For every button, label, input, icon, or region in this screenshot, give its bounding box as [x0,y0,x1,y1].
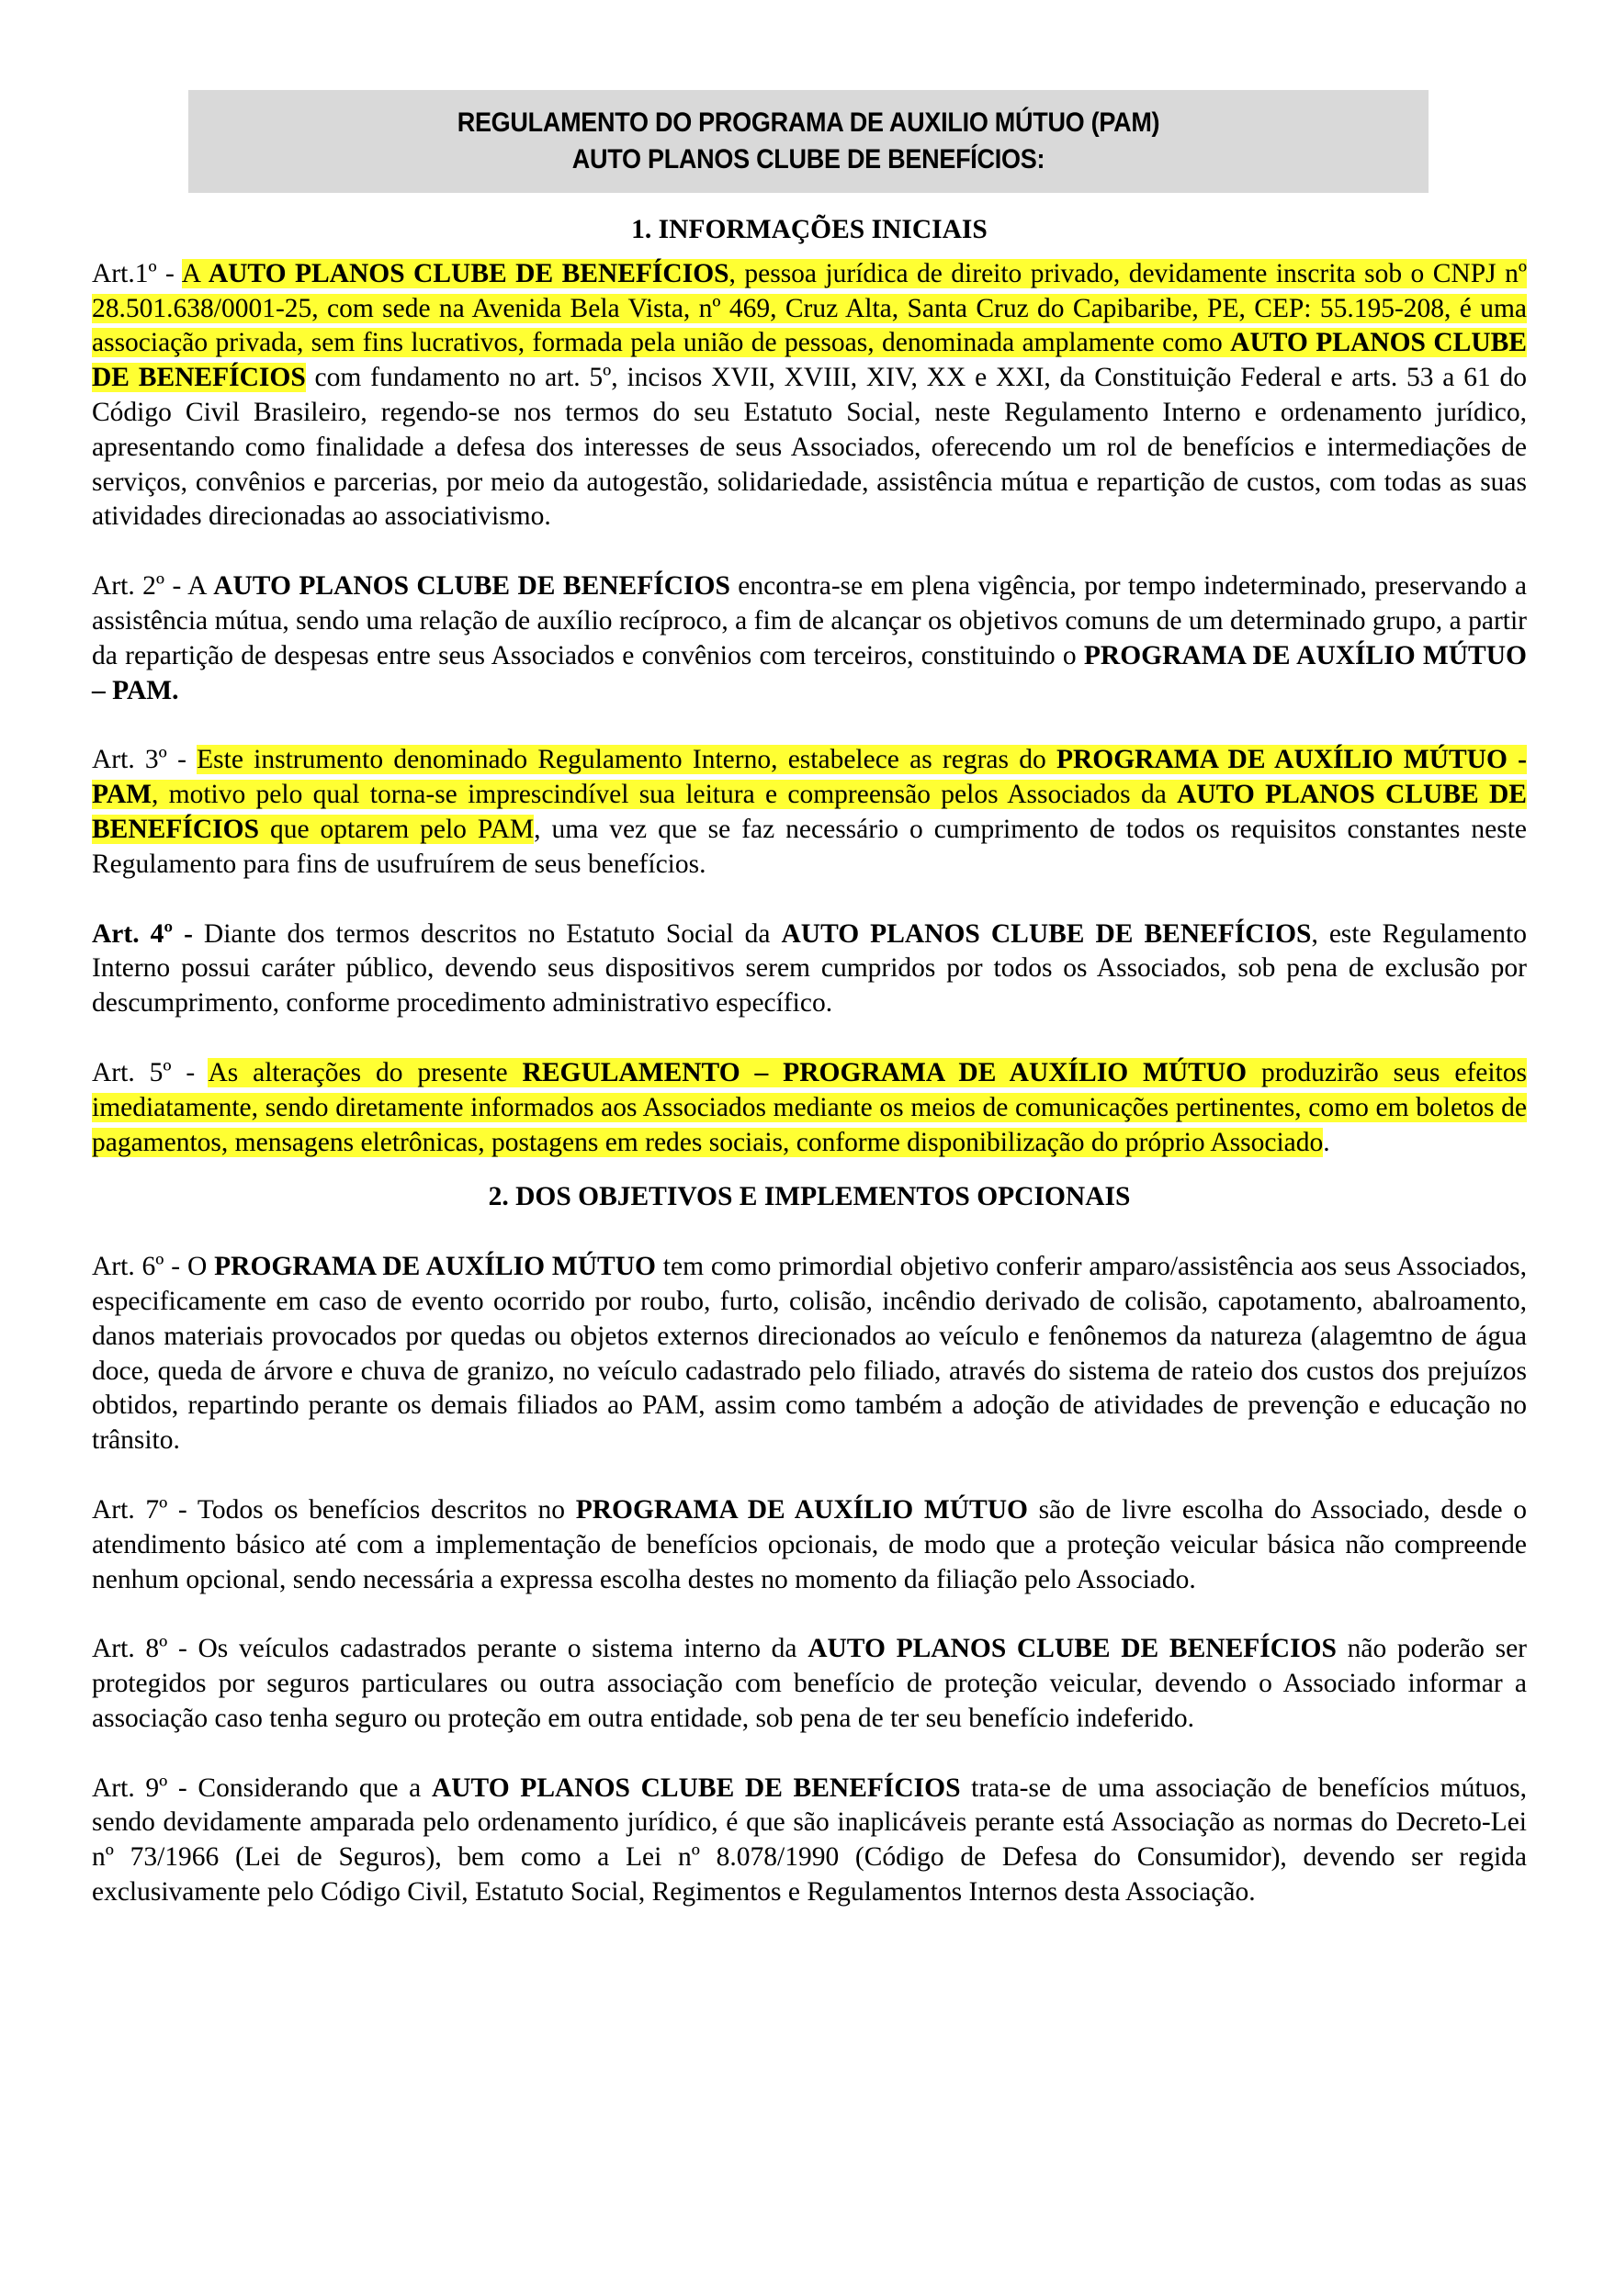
section-heading-2: 2. DOS OBJETIVOS E IMPLEMENTOS OPCIONAIS [488,1182,1131,1212]
article-1-org-name: AUTO PLANOS CLUBE DE BENEFÍCIOS [208,258,729,288]
article-8-label: Art. 8º - [92,1634,198,1664]
article-5-text-b: produzirão seus efeitos imediatamente, sendo diretamente informados aos Associados mediante os meios de comunicações pertinentes, como em boletos de pagamentos, mensagens eletrônicas, postagens em redes sociais, conforme disponibilização do próprio Associado [92,1057,1527,1157]
article-9-text-b: trata-se de uma associação de benefícios mútuos, sendo devidamente amparada pelo ordenamento jurídico, é que são inaplicáveis perante está Associação as normas do Decreto-Lei nº 73/1966 (Lei de Seguros), bem como a Lei nº 8.078/1990 (Código de Defesa do Consumidor), devendo ser regida exclusivamente pelo Código Civil, Estatuto Social, Regimentos e Regulamentos Internos desta Associação. [92,1773,1527,1908]
document-title-line-2: AUTO PLANOS CLUBE DE BENEFÍCIOS: [571,144,1045,174]
article-9-org-name: AUTO PLANOS CLUBE DE BENEFÍCIOS [431,1773,961,1803]
article-4 [92,917,1527,1021]
article-8-text-b: não poderão ser protegidos por seguros particulares ou outra associação com benefício de proteção veicular, devendo o Associado informar a associação caso tenha seguro ou proteção em outra entidade, sob pena de ter seu benefício indeferido. [92,1634,1527,1733]
article-7-program-name: PROGRAMA DE AUXÍLIO MÚTUO [575,1494,1028,1525]
article-4-text-a: Diante dos termos descritos no Estatuto Social da [203,918,782,949]
article-4-text-b: , este Regulamento Interno possui caráter público, devendo seus dispositivos serem cumpridos por todos os Associados, sob pena de exclusão por descumprimento, conforme procedimento administrativo específico. [92,918,1527,1019]
article-1-text-c: com fundamento no art. 5º, incisos XVII, XVIII, XIV, XX e XXI, da Constituição Federal e arts. 53 a 61 do Código Civil Brasileiro, regendo-se nos termos do seu Estatuto Social, neste Regulamento Interno e ordenamento jurídico, apresentando como finalidade a defesa dos interesses de seus Associados, oferecendo um rol de benefícios e intermediações de serviços, convênios e parcerias, por meio da autogestão, solidariedade, assistência mútua e repartição de custos, com todas as suas atividades direcionadas ao associativismo. [92,363,1527,532]
section-heading-1: 1. INFORMAÇÕES INICIAIS [631,215,988,244]
article-3-text-a: Este instrumento denominado Regulamento Interno, estabelece as regras do [197,745,1056,775]
article-2-program-name: PROGRAMA DE AUXÍLIO MÚTUO – PAM. [92,640,1527,705]
article-5 [92,1056,1527,1160]
article-9-text-a: Considerando que a [198,1773,432,1803]
article-3-text-d: , uma vez que se faz necessário o cumprimento de todos os requisitos constantes neste Regulamento para fins de usufruírem de seus benefícios. [92,814,1527,879]
article-6-label: Art. 6º - O [92,1252,215,1282]
article-5-highlight [92,1058,1527,1157]
article-2-org-name: AUTO PLANOS CLUBE DE BENEFÍCIOS [213,571,730,602]
article-2-text: encontra-se em plena vigência, por tempo indeterminado, preservando a assistência mútua, sendo uma relação de auxílio recíproco, a fim de alcançar os objetivos comuns de um determinado grupo, a partir da repartição de despesas entre seus Associados e convênios com terceiros, constituindo o [92,571,1527,670]
article-3-text-b: , motivo pelo qual torna-se imprescindível sua leitura e compreensão pelos Associados da [151,780,1178,810]
article-3-org-name: AUTO PLANOS CLUBE DE BENEFÍCIOS [92,780,1527,844]
article-5-end: . [1323,1127,1330,1157]
article-6-text: tem como primordial objetivo conferir amparo/assistência aos seus Associados, especificamente em caso de evento ocorrido por roubo, furto, colisão, incêndio derivado de colisão, capotamento, abalroamento, danos materiais provocados por quedas ou objetos externos direcionados ao veículo e fenônemos da natureza (alagemtno de água doce, queda de árvore e chuva de granizo, no veículo cadastrado pelo filiado, através do sistema de rateio dos custos dos prejuízos obtidos, repartindo perante os demais filiados ao PAM, assim como também a adoção de atividades de prevenção e educação no trânsito. [92,1252,1527,1456]
article-8-org-name: AUTO PLANOS CLUBE DE BENEFÍCIOS [808,1634,1337,1664]
article-1-text-b: , pessoa jurídica de direito privado, devidamente inscrita sob o CNPJ nº 28.501.638/0001-25, com sede na Avenida Bela Vista, nº 469, Cruz Alta, Santa Cruz do Capibaribe, PE, CEP: 55.195-208, é uma associação privada, sem fins lucrativos, formada pela união de pessoas, denominada amplamente como [92,258,1527,358]
article-3 [92,743,1527,882]
article-1-label: Art.1º - [92,258,182,288]
article-7 [92,1493,1527,1597]
article-8 [92,1632,1527,1736]
article-7-text-b: são de livre escolha do Associado, desde o atendimento básico até com a implementação de benefícios opcionais, de modo que a proteção veicular básica não compreende nenhum opcional, sendo necessária a expressa escolha destes no momento da filiação pelo Associado. [92,1494,1528,1594]
article-7-text-a: Todos os benefícios descritos no [197,1494,576,1525]
article-3-program-name: PROGRAMA DE AUXÍLIO MÚTUO - PAM [92,745,1527,810]
document-title-line-1: REGULAMENTO DO PROGRAMA DE AUXILIO MÚTUO (PAM) [457,107,1160,138]
article-3-label: Art. 3º - [92,745,198,775]
article-8-text-a: Os veículos cadastrados perante o sistema interno da [198,1634,808,1664]
article-5-regulation-name: REGULAMENTO – PROGRAMA DE AUXÍLIO MÚTUO [522,1057,1248,1087]
article-6 [92,1250,1527,1458]
document-body [92,213,1527,1945]
document-title-box [188,90,1429,193]
article-3-text-c: que optarem pelo PAM [258,814,535,844]
article-4-label: Art. 4º - [92,918,204,949]
article-5-text-a: As alterações do presente [208,1057,523,1087]
article-2-label: Art. 2º - A [92,571,214,602]
article-1-org-name-2: AUTO PLANOS CLUBE DE BENEFÍCIOS [92,328,1527,393]
article-1 [92,257,1527,535]
article-1-text-a: A [181,258,209,288]
article-9-label: Art. 9º - [92,1773,198,1803]
article-9 [92,1772,1527,1910]
article-5-label: Art. 5º - [92,1057,209,1087]
article-2 [92,569,1527,708]
article-6-program-name: PROGRAMA DE AUXÍLIO MÚTUO [214,1252,656,1282]
article-7-label: Art. 7º - [92,1494,198,1525]
article-4-org-name: AUTO PLANOS CLUBE DE BENEFÍCIOS [781,918,1312,949]
